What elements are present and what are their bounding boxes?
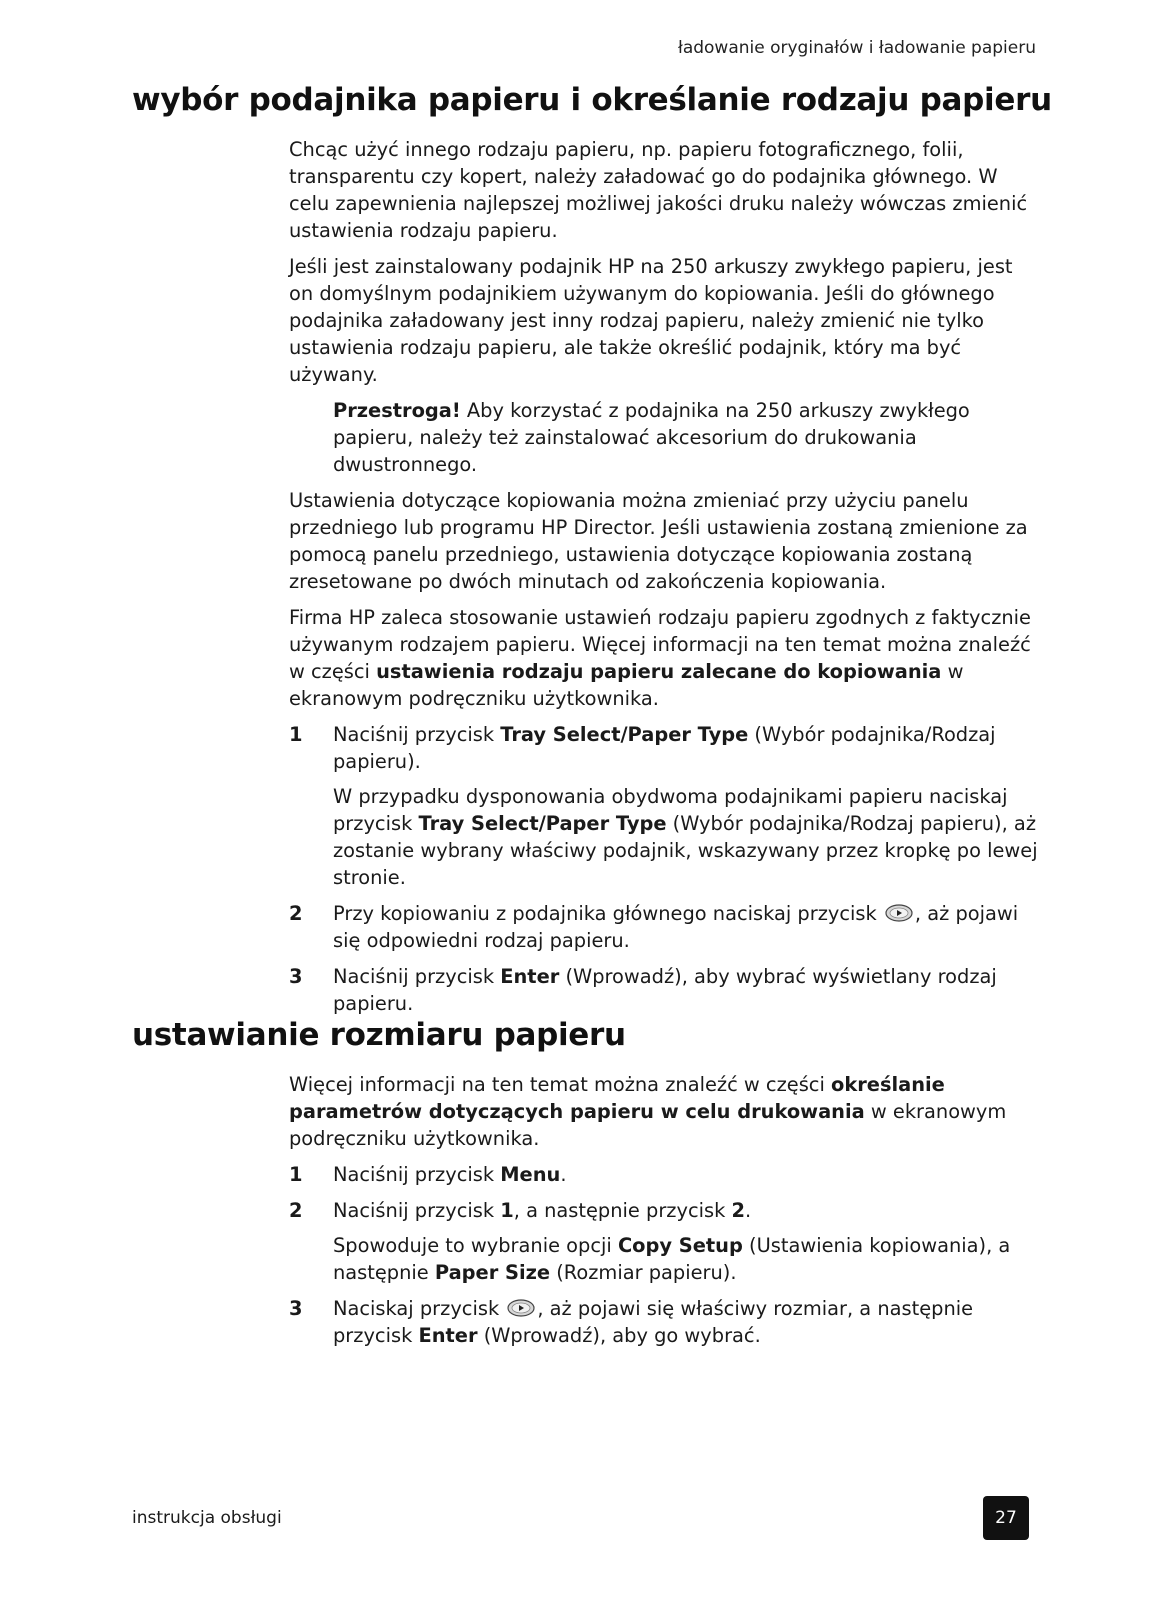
step-number: 2 [289, 902, 303, 925]
button-name: Tray Select/Paper Type [418, 812, 667, 835]
step-number: 1 [289, 1163, 303, 1186]
paragraph: Chcąc użyć innego rodzaju papieru, np. papieru fotograficznego, folii, transparentu czy kopert, należy załadować go do podajnika głównego. W celu zapewnienia najlepszej możliwej jakości druku należy wówczas zmienić ustawienia rodzaju papieru. [289, 138, 1028, 242]
step-item: 3 Naciśnij przycisk Enter (Wprowadź), aby wybrać wyświetlany rodzaj papieru. [289, 965, 997, 1015]
paragraph: Firma HP zaleca stosowanie ustawień rodzaju papieru zgodnych z faktycznie używanym rodzajem papieru. Więcej informacji na ten temat można znaleźć w części ustawienia rodzaju papieru zalecane do kopiowania w ekranowym podręczniku użytkownika. [289, 606, 1031, 710]
cross-reference: określanie parametrów dotyczących papieru w celu drukowania [289, 1073, 945, 1123]
step-item: 3 Naciskaj przycisk , aż pojawi się właściwy rozmiar, a następnie przycisk Enter (Wprowadź), aby go wybrać. [289, 1297, 974, 1347]
section-body-paper-size [289, 1071, 1039, 1358]
paragraph: Jeśli jest zainstalowany podajnik HP na 250 arkuszy zwykłego papieru, jest on domyślnym podajnikiem używanym do kopiowania. Jeśli do głównego podajnika załadowany jest inny rodzaj papieru, należy zmienić nie tylko ustawienia rodzaju papieru, ale także określić podajnik, który ma być używany. [289, 255, 1013, 386]
arrow-button-icon [885, 902, 913, 920]
warning-note [333, 397, 1039, 478]
section-title-tray-select: wybór podajnika papieru i określanie rodzaju papieru [132, 82, 1052, 118]
button-name: Enter [418, 1324, 478, 1347]
step-number: 1 [289, 723, 303, 746]
step-item: 1 Naciśnij przycisk Menu. [289, 1163, 567, 1186]
footer-title: instrukcja obsługi [132, 1508, 282, 1528]
step-number: 2 [289, 1199, 303, 1222]
step-item: 2 Naciśnij przycisk 1, a następnie przycisk 2. Spowoduje to wybranie opcji Copy Setup (Ustawienia kopiowania), a następnie Paper Size (Rozmiar papieru). [289, 1199, 1011, 1284]
page-number: 27 [983, 1496, 1029, 1540]
menu-option: Copy Setup [617, 1234, 743, 1257]
paragraph: Ustawienia dotyczące kopiowania można zmieniać przy użyciu panelu przedniego lub programu HP Director. Jeśli ustawienia zostaną zmienione za pomocą panelu przedniego, ustawienia dotyczące kopiowania zostaną zresetowane po dwóch minutach od zakończenia kopiowania. [289, 489, 1028, 593]
button-name: Enter [500, 965, 560, 988]
warning-label: Przestroga! [333, 399, 461, 422]
section-body-tray-select [289, 136, 1039, 1026]
paragraph: Więcej informacji na ten temat można znaleźć w części określanie parametrów dotyczących papieru w celu drukowania w ekranowym podręczniku użytkownika. [289, 1073, 1007, 1150]
menu-option: Paper Size [434, 1261, 551, 1284]
step-item: 2 Przy kopiowaniu z podajnika głównego naciskaj przycisk , aż pojawi się odpowiedni rodzaj papieru. [289, 902, 1019, 952]
warning-text: Aby korzystać z podajnika na 250 arkuszy zwykłego papieru, należy też zainstalować akcesorium do drukowania dwustronnego. [333, 399, 970, 476]
step-item: 1 Naciśnij przycisk Tray Select/Paper Type (Wybór podajnika/Rodzaj papieru). W przypadku dysponowania obydwoma podajnikami papieru naciskaj przycisk Tray Select/Paper Type (Wybór podajnika/Rodzaj papieru), aż zostanie wybrany właściwy podajnik, wskazywany przez kropkę po lewej stronie. [289, 723, 1038, 889]
button-name: Menu [500, 1163, 561, 1186]
step-number: 3 [289, 965, 303, 988]
cross-reference: ustawienia rodzaju papieru zalecane do kopiowania [376, 660, 942, 683]
step-number: 3 [289, 1297, 303, 1320]
section-title-paper-size: ustawianie rozmiaru papieru [132, 1017, 626, 1053]
running-header: ładowanie oryginałów i ładowanie papieru [677, 38, 1036, 58]
button-name: Tray Select/Paper Type [500, 723, 749, 746]
arrow-button-icon [507, 1297, 535, 1315]
